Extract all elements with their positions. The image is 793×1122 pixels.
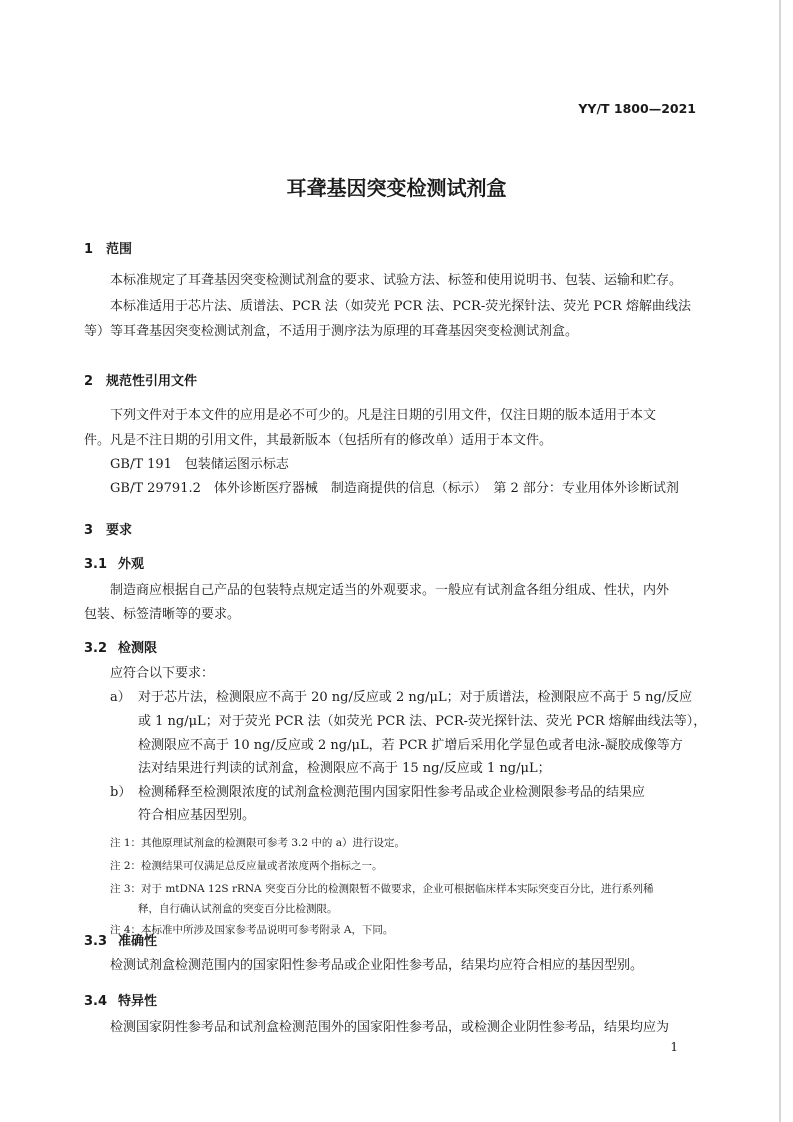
section-3-4-heading: 3.4 特异性	[84, 994, 158, 1009]
section-3-3-heading: 3.3 准确性	[84, 934, 158, 949]
note-4: 注 4：本标准中所涉及国家参考品说明可参考附录 A，下同。	[110, 924, 394, 936]
reference-gb-t-191: GB/T 191 包装储运图示标志	[110, 457, 289, 472]
s1-paragraph-1: 本标准规定了耳聋基因突变检测试剂盒的要求、试验方法、标签和使用说明书、包装、运输和贮存。	[110, 273, 683, 288]
s2-paragraph-line-1: 下列文件对于本文件的应用是必不可少的。凡是注日期的引用文件，仅注日期的版本适用于本文	[110, 408, 657, 423]
list-item-a-line-2: 或 1 ng/μL；对于荧光 PCR 法（如荧光 PCR 法、PCR-荧光探针法、荧光 PCR 熔解曲线法等），	[138, 714, 707, 729]
list-item-a-line-3: 检测限应不高于 10 ng/反应或 2 ng/μL，若 PCR 扩增后采用化学显色或者电泳-凝胶成像等方	[138, 738, 683, 753]
list-item-b-line-1: 检测稀释至检测限浓度的试剂盒检测范围内国家阳性参考品或企业检测限参考品的结果应	[138, 785, 646, 800]
note-3-line-1: 注 3：对于 mtDNA 12S rRNA 突变百分比的检测限暂不做要求，企业可根据临床样本实际突变百分比，进行系列稀	[110, 883, 654, 895]
section-1-heading: 1 范围	[84, 242, 133, 257]
reference-gb-t-29791-2: GB/T 29791.2 体外诊断医疗器械 制造商提供的信息（标示） 第 2 部分：专业用体外诊断试剂	[110, 481, 679, 496]
s33-paragraph: 检测试剂盒检测范围内的国家阳性参考品或企业阳性参考品，结果均应符合相应的基因型别。	[110, 958, 644, 973]
list-item-a-label: a）	[110, 690, 131, 705]
section-2-heading: 2 规范性引用文件	[84, 374, 198, 389]
document-title: 耳聋基因突变检测试剂盒	[286, 176, 507, 200]
note-3-line-2: 释，自行确认试剂盒的突变百分比检测限。	[138, 903, 338, 915]
s31-paragraph-line-2: 包装、标签清晰等的要求。	[84, 607, 241, 622]
section-3-heading: 3 要求	[84, 523, 133, 538]
s31-paragraph-line-1: 制造商应根据自己产品的包装特点规定适当的外观要求。一般应有试剂盒各组分组成、性状，内外	[110, 583, 670, 598]
list-item-b-label: b）	[110, 785, 132, 800]
note-1: 注 1：其他原理试剂盒的检测限可参考 3.2 中的 a）进行设定。	[110, 837, 405, 849]
standard-number: YY/T 1800—2021	[578, 101, 696, 116]
section-3-2-heading: 3.2 检测限	[84, 641, 158, 656]
s34-paragraph: 检测国家阴性参考品和试剂盒检测范围外的国家阳性参考品，或检测企业阴性参考品，结果均应为	[110, 1020, 670, 1035]
s32-intro: 应符合以下要求：	[110, 666, 215, 681]
s1-paragraph-2-line-1: 本标准适用于芯片法、质谱法、PCR 法（如荧光 PCR 法、PCR-荧光探针法、荧光 PCR 熔解曲线法	[110, 299, 691, 314]
section-3-1-heading: 3.1 外观	[84, 557, 145, 572]
list-item-a-line-4: 法对结果进行判读的试剂盒，检测限应不高于 15 ng/反应或 1 ng/μL；	[138, 761, 551, 776]
s2-paragraph-line-2: 件。凡是不注日期的引用文件，其最新版本（包括所有的修改单）适用于本文件。	[84, 433, 553, 448]
note-2: 注 2：检测结果可仅满足总反应量或者浓度两个指标之一。	[110, 860, 383, 872]
s1-paragraph-2-line-2: 等）等耳聋基因突变检测试剂盒，不适用于测序法为原理的耳聋基因突变检测试剂盒。	[84, 324, 579, 339]
page-edge	[779, 0, 781, 1122]
page-number: 1	[670, 1040, 678, 1054]
list-item-a-line-1: 对于芯片法，检测限应不高于 20 ng/反应或 2 ng/μL；对于质谱法，检测限应不高于 5 ng/反应	[138, 690, 693, 705]
list-item-b-line-2: 符合相应基因型别。	[138, 808, 256, 823]
